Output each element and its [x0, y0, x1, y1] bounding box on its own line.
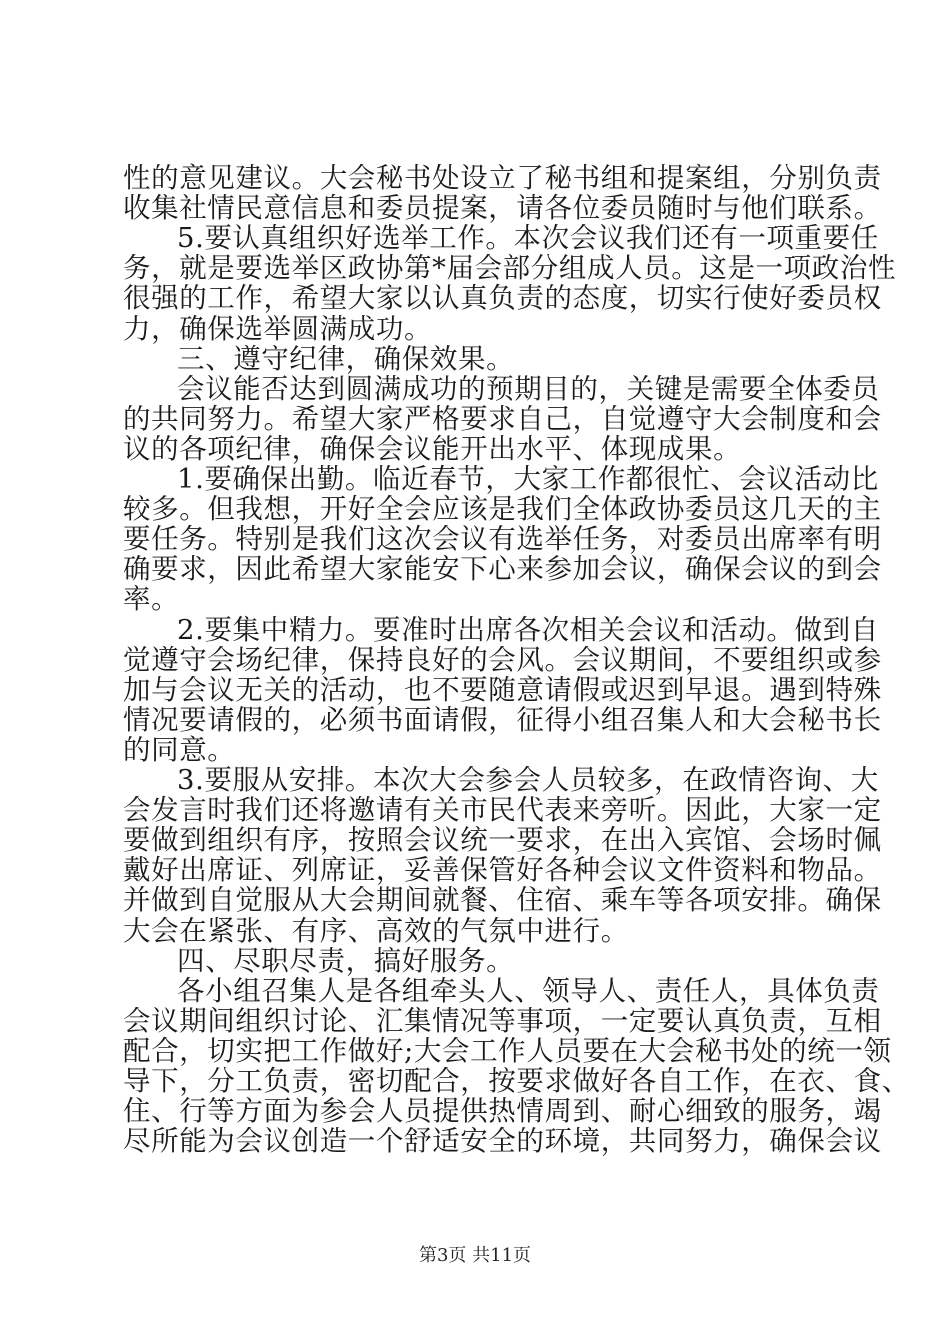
page-footer: 第3页 共11页 — [418, 1245, 532, 1266]
text-line: 尽所能为会议创造一个舒适安全的环境，共同努力，确保会议 — [123, 1125, 882, 1158]
text-line: 的共同努力。希望大家严格要求自己，自觉遵守大会制度和会 — [123, 402, 882, 435]
text-line: 3.要服从安排。本次大会参会人员较多，在政情咨询、大 — [177, 764, 879, 796]
text-line: 四、尽职尽责，搞好服务。 — [177, 944, 515, 977]
text-line: 觉遵守会场纪律，保持良好的会风。会议期间，不要组织或参 — [123, 643, 882, 676]
text-line: 5.要认真组织好选举工作。本次会议我们还有一项重要任 — [177, 222, 879, 255]
text-line: 导下，分工负责，密切配合，按要求做好各自工作，在衣、食、 — [123, 1065, 910, 1097]
text-line: 要任务。特别是我们这次会议有选举任务，对委员出席率有明 — [123, 523, 882, 556]
text-line: 较多。但我想，开好全会应该是我们全体政协委员这几天的主 — [123, 493, 882, 526]
text-line: 三、遵守纪律，确保效果。 — [177, 342, 515, 375]
text-line: 性的意见建议。大会秘书处设立了秘书组和提案组，分别负责 — [123, 162, 882, 194]
text-line: 会议期间组织讨论、汇集情况等事项，一定要认真负责，互相 — [123, 1004, 882, 1037]
text-line: 住、行等方面为参会人员提供热情周到、耐心细致的服务，竭 — [123, 1095, 882, 1128]
text-line: 会议能否达到圆满成功的预期目的，关键是需要全体委员 — [177, 372, 880, 405]
text-line: 并做到自觉服从大会期间就餐、住宿、乘车等各项安排。确保 — [123, 884, 882, 917]
text-line: 情况要请假的，必须书面请假，征得小组召集人和大会秘书长 — [123, 703, 882, 736]
text-line: 确要求，因此希望大家能安下心来参加会议，确保会议的到会 — [123, 553, 882, 586]
text-line: 率。 — [123, 583, 180, 616]
text-line: 力，确保选举圆满成功。 — [123, 312, 433, 345]
text-line: 大会在紧张、有序、高效的气氛中进行。 — [123, 914, 629, 947]
text-line: 2.要集中精力。要准时出席各次相关会议和活动。做到自 — [177, 613, 879, 646]
text-line: 会发言时我们还将邀请有关市民代表来旁听。因此，大家一定 — [123, 794, 882, 827]
text-line: 要做到组织有序，按照会议统一要求，在出入宾馆、会场时佩 — [123, 824, 882, 857]
text-line: 加与会议无关的活动，也不要随意请假或迟到早退。遇到特殊 — [123, 673, 882, 706]
text-line: 的同意。 — [123, 733, 236, 766]
text-line: 议的各项纪律，确保会议能开出水平、体现成果。 — [123, 432, 742, 465]
text-line: 戴好出席证、列席证，妥善保管好各种会议文件资料和物品。 — [123, 854, 882, 887]
text-line: 务，就是要选举区政协第*届会部分组成人员。这是一项政治性 — [123, 252, 897, 285]
text-line: 很强的工作，希望大家以认真负责的态度，切实行使好委员权 — [123, 282, 882, 315]
text-line: 各小组召集人是各组牵头人、领导人、责任人，具体负责 — [177, 974, 880, 1007]
text-line: 配合，切实把工作做好;大会工作人员要在大会秘书处的统一领 — [123, 1034, 892, 1067]
text-line: 收集社情民意信息和委员提案，请各位委员随时与他们联系。 — [123, 192, 882, 225]
text-line: 1.要确保出勤。临近春节，大家工作都很忙、会议活动比 — [177, 463, 879, 495]
